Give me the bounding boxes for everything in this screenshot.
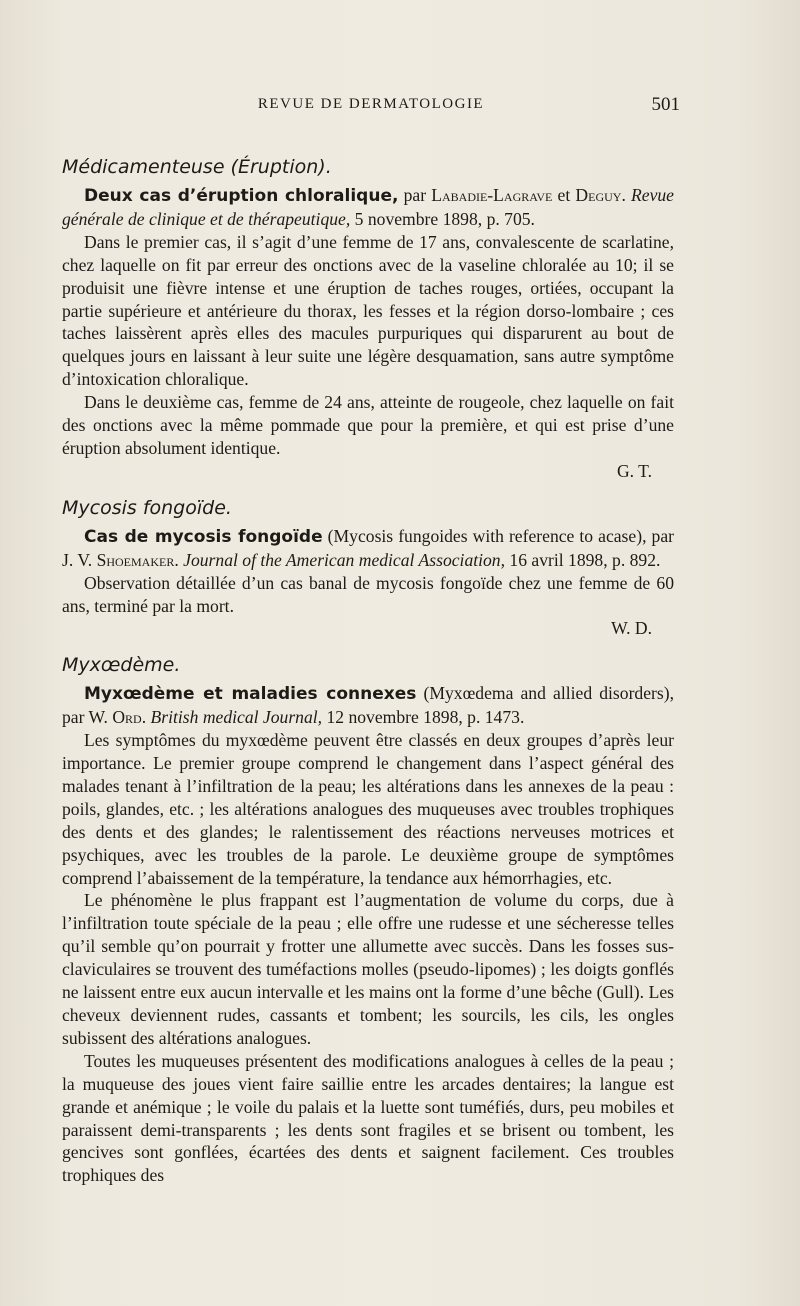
section-heading-eruption: Médicamenteuse (Éruption). [62,156,332,178]
citation-date: 5 novembre 1898, p. 705. [350,208,535,229]
reviewer-initials: G. T. [616,460,652,481]
signature-line [62,617,674,640]
article-citation-eruption [62,184,674,231]
article-title: Cas de mycosis fongoïde [84,526,323,547]
paragraph: Dans le deuxième cas, femme de 24 ans, atteinte de rougeole, chez laquelle on fait des onctions avec la même pommade que pour la première, et qui est prise d’une éruption absolument identique. [62,392,674,458]
section-heading-myxoedeme: Myxœdème. [62,654,181,677]
journal-name: Revue générale de clinique et de thérapeutique, [62,185,674,229]
paragraph: Toutes les muqueuses présentent des modifications analogues à celles de la peau ; la muqueuse des joues vient faire saillie entre les arcades dentaires; la langue est grande et anémique ; le voile du palais et la luette sont tuméfiés, durs, peu mobiles et paraissent demi-transparents ; les dents sont fragiles et se brisent ou tombent, les gencives sont gonflées, écartées des dents et saignent facilement. Ces troubles trophiques des [62,1050,674,1186]
running-title: REVUE DE DERMATOLOGIE [257,96,485,112]
article-title: Myxœdème et maladies connexes [84,684,417,705]
citation-date: 16 avril 1898, p. 892. [505,549,661,570]
article-title: Deux cas d’éruption chloralique, [84,186,399,206]
article-author: Labadie-Lagrave [431,185,553,205]
article-author: Ord. [112,707,147,728]
page-number: 501 [651,94,680,115]
article-citation-mycosis [62,525,674,572]
citation-by: par [398,185,432,205]
paragraph: Observation détaillée d’un cas banal de mycosis fongoïde chez une femme de 60 ans, terminé par la mort. [62,572,674,616]
section-heading-mycosis: Mycosis fongoïde. [62,496,232,519]
citation-date: 12 novembre 1898, p. 1473. [322,707,525,728]
paragraph: Dans le premier cas, il s’agit d’une femme de 17 ans, convalescente de scarlatine, chez laquelle on fit par erreur des onctions avec de la vaseline chloralée au 10; il se produisit une fièvre intense et une éruption de taches rouges, ortiées, occupant la partie supérieure et antérieure du thorax, les fesses et la région dorso-lombaire ; ces taches laissèrent après elles des macules purpuriques qui disparurent au bout de quelques jours en laissant à leur suite une légère desquamation, sans autre symptôme d’intoxication chloralique. [62,231,674,390]
article-author-2: Deguy. [575,185,626,205]
page-body [62,150,674,1187]
signature-line [62,460,674,483]
journal-name: Journal of the American medical Association, [178,549,506,570]
citation-subtitle: (Myxœdema and allied disorders), par W. [62,683,674,728]
article-citation-myxoedeme [62,682,674,729]
reviewer-initials: W. D. [611,618,652,639]
journal-name: British medical Journal, [146,707,323,728]
citation-and: et [552,185,576,205]
paragraph: Le phénomène le plus frappant est l’augmentation de volume du corps, due à l’infiltration toute spéciale de la peau ; elle offre une rudesse et une sécheresse telles qu’il semble qu’on pourrait y frotter une allumette avec succès. Dans les fosses sus-claviculaires se trouvent des tuméfactions molles (pseudo-lipomes) ; les doigts gonflés ne laissent entre eux aucun intervalle et les mains ont la forme d’une bêche (Gull). Les cheveux deviennent rudes, cassants et tombent; les sourcils, les cils, les ongles subissent des altérations analogues. [62,890,674,1048]
paragraph: Les symptômes du myxœdème peuvent être classés en deux groupes d’après leur importance. Le premier groupe comprend le changement dans l’aspect général des malades tenant à l’infiltration de la peau; les altérations dans les annexes de la peau : poils, glandes, etc. ; les altérations analogues des muqueuses avec troubles trophiques des dents et des glandes; le ralentissement des réactions nerveuses motrices et psychiques, avec les troubles de la parole. Le deuxième groupe de symptômes comprend l’abaissement de la température, la tendance aux hémorrhagies, etc. [62,730,674,888]
page-header [62,96,680,120]
citation-subtitle: (Mycosis fungoides with reference to acase), par J. V. [62,525,674,570]
article-author: Shoemaker. [96,549,179,570]
